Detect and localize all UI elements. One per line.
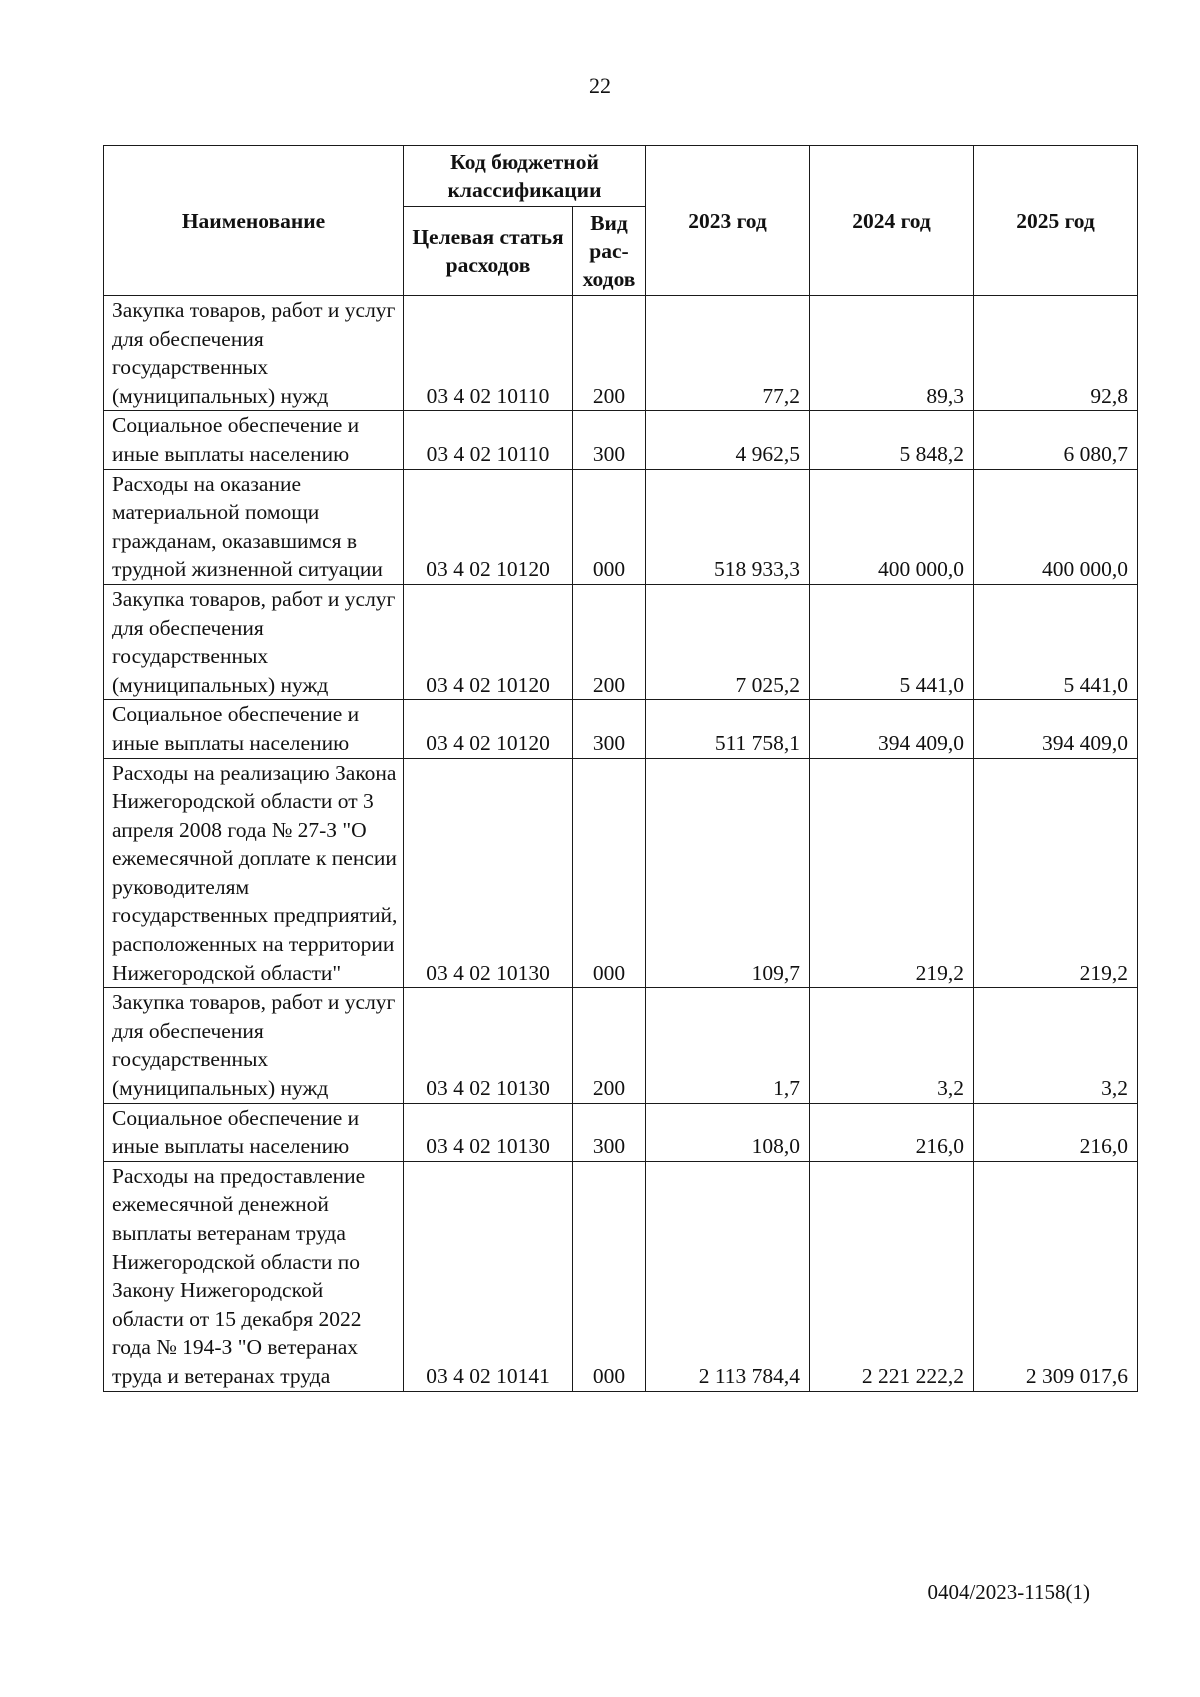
cell-year-2024: 216,0 bbox=[810, 1103, 974, 1161]
cell-year-2024: 400 000,0 bbox=[810, 469, 974, 584]
cell-expense-type: 200 bbox=[573, 584, 646, 699]
cell-year-2024: 5 848,2 bbox=[810, 411, 974, 469]
cell-year-2024: 5 441,0 bbox=[810, 584, 974, 699]
cell-expense-type: 300 bbox=[573, 1103, 646, 1161]
cell-expense-type: 300 bbox=[573, 411, 646, 469]
cell-target-article: 03 4 02 10130 bbox=[404, 758, 573, 988]
budget-table bbox=[103, 145, 1138, 1392]
cell-year-2025: 6 080,7 bbox=[974, 411, 1138, 469]
cell-target-article: 03 4 02 10110 bbox=[404, 411, 573, 469]
header-year-2025: 2025 год bbox=[974, 146, 1138, 296]
cell-year-2024: 89,3 bbox=[810, 296, 974, 411]
cell-expense-type: 300 bbox=[573, 700, 646, 758]
table-row bbox=[104, 700, 1138, 758]
cell-target-article: 03 4 02 10141 bbox=[404, 1161, 573, 1391]
cell-year-2023: 1,7 bbox=[646, 988, 810, 1103]
cell-target-article: 03 4 02 10120 bbox=[404, 584, 573, 699]
header-target-article: Целевая статья расходов bbox=[404, 207, 573, 296]
header-year-2023: 2023 год bbox=[646, 146, 810, 296]
table-row bbox=[104, 758, 1138, 988]
header-expense-type: Вид рас-ходов bbox=[573, 207, 646, 296]
cell-name: Социальное обеспечение и иные выплаты населению bbox=[104, 1103, 404, 1161]
cell-year-2025: 219,2 bbox=[974, 758, 1138, 988]
cell-year-2024: 394 409,0 bbox=[810, 700, 974, 758]
cell-year-2023: 77,2 bbox=[646, 296, 810, 411]
table-row bbox=[104, 1161, 1138, 1391]
cell-name: Закупка товаров, работ и услуг для обеспечения государственных (муниципальных) нужд bbox=[104, 296, 404, 411]
table-row bbox=[104, 584, 1138, 699]
cell-year-2025: 5 441,0 bbox=[974, 584, 1138, 699]
cell-year-2023: 511 758,1 bbox=[646, 700, 810, 758]
cell-year-2023: 4 962,5 bbox=[646, 411, 810, 469]
table-body bbox=[104, 296, 1138, 1392]
table-row bbox=[104, 469, 1138, 584]
cell-year-2025: 3,2 bbox=[974, 988, 1138, 1103]
cell-year-2025: 216,0 bbox=[974, 1103, 1138, 1161]
cell-expense-type: 000 bbox=[573, 469, 646, 584]
cell-name: Закупка товаров, работ и услуг для обеспечения государственных (муниципальных) нужд bbox=[104, 584, 404, 699]
cell-year-2023: 518 933,3 bbox=[646, 469, 810, 584]
cell-expense-type: 000 bbox=[573, 1161, 646, 1391]
cell-name: Социальное обеспечение и иные выплаты населению bbox=[104, 700, 404, 758]
cell-year-2023: 109,7 bbox=[646, 758, 810, 988]
cell-target-article: 03 4 02 10130 bbox=[404, 988, 573, 1103]
cell-year-2025: 92,8 bbox=[974, 296, 1138, 411]
table-row bbox=[104, 988, 1138, 1103]
cell-year-2023: 108,0 bbox=[646, 1103, 810, 1161]
cell-year-2024: 2 221 222,2 bbox=[810, 1161, 974, 1391]
cell-expense-type: 200 bbox=[573, 988, 646, 1103]
table-row bbox=[104, 296, 1138, 411]
cell-expense-type: 000 bbox=[573, 758, 646, 988]
cell-year-2025: 2 309 017,6 bbox=[974, 1161, 1138, 1391]
cell-year-2025: 394 409,0 bbox=[974, 700, 1138, 758]
cell-expense-type: 200 bbox=[573, 296, 646, 411]
cell-year-2024: 219,2 bbox=[810, 758, 974, 988]
cell-name: Расходы на оказание материальной помощи гражданам, оказавшимся в трудной жизненной ситуации bbox=[104, 469, 404, 584]
cell-target-article: 03 4 02 10110 bbox=[404, 296, 573, 411]
page-number: 22 bbox=[589, 73, 611, 98]
table-row bbox=[104, 1103, 1138, 1161]
cell-name: Расходы на предоставление ежемесячной денежной выплаты ветеранам труда Нижегородской области по Закону Нижегородской области от 15 декабря 2022 года № 194-З "О ветеранах труда и ветеранах труда bbox=[104, 1161, 404, 1391]
document-id: 0404/2023-1158(1) bbox=[927, 1580, 1090, 1604]
cell-year-2023: 7 025,2 bbox=[646, 584, 810, 699]
header-row-top bbox=[104, 146, 1138, 207]
cell-year-2025: 400 000,0 bbox=[974, 469, 1138, 584]
table-row bbox=[104, 411, 1138, 469]
cell-year-2023: 2 113 784,4 bbox=[646, 1161, 810, 1391]
cell-target-article: 03 4 02 10130 bbox=[404, 1103, 573, 1161]
cell-target-article: 03 4 02 10120 bbox=[404, 469, 573, 584]
cell-year-2024: 3,2 bbox=[810, 988, 974, 1103]
header-code-group: Код бюджетной классификации bbox=[404, 146, 646, 207]
header-name: Наименование bbox=[104, 146, 404, 296]
cell-name: Расходы на реализацию Закона Нижегородской области от 3 апреля 2008 года № 27-З "О ежемесячной доплате к пенсии руководителям государственных предприятий, расположенных на территории Нижегородской области" bbox=[104, 758, 404, 988]
header-year-2024: 2024 год bbox=[810, 146, 974, 296]
cell-name: Социальное обеспечение и иные выплаты населению bbox=[104, 411, 404, 469]
cell-target-article: 03 4 02 10120 bbox=[404, 700, 573, 758]
cell-name: Закупка товаров, работ и услуг для обеспечения государственных (муниципальных) нужд bbox=[104, 988, 404, 1103]
